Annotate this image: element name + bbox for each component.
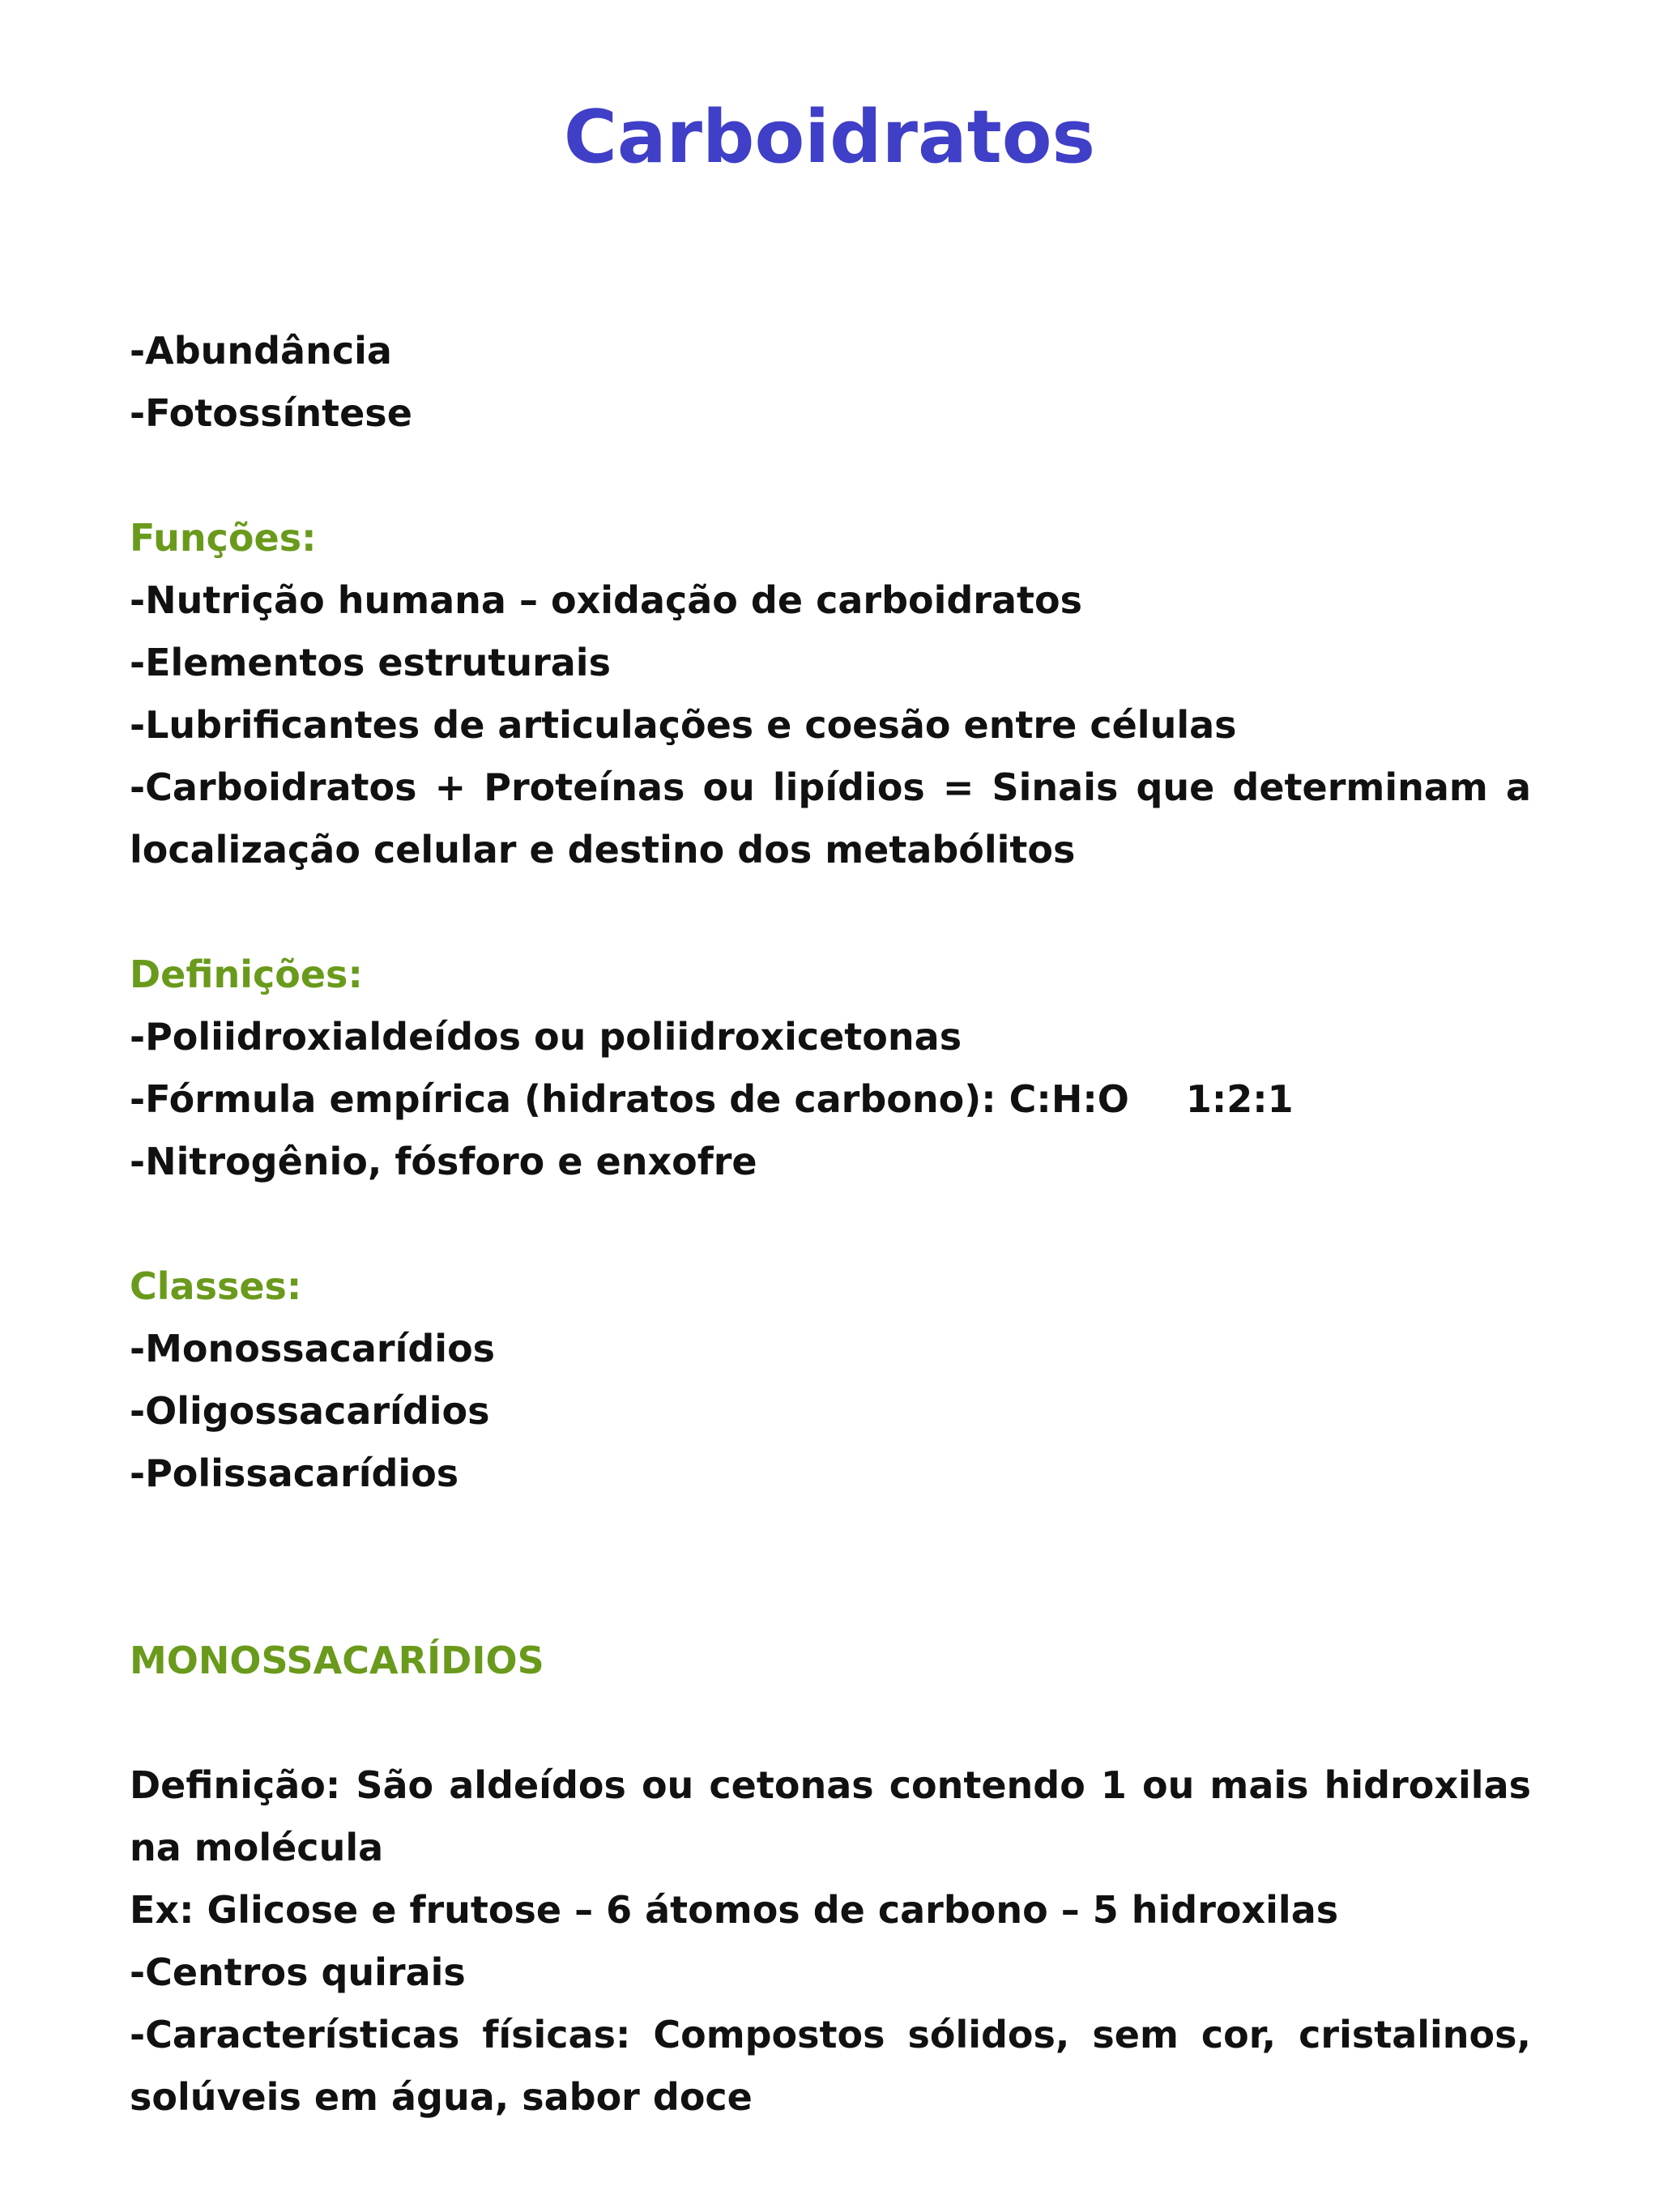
formula-text: -Fórmula empírica (hidratos de carbono): C:H:O bbox=[130, 1077, 1129, 1121]
definicoes-item-poliidroxi: -Poliidroxialdeídos ou poliidroxicetonas bbox=[130, 1015, 962, 1059]
intro-item-fotossintese: -Fotossíntese bbox=[130, 391, 412, 435]
funcoes-item-lubrificantes: -Lubrificantes de articulações e coesão entre células bbox=[130, 703, 1237, 747]
page-title: Carboidratos bbox=[563, 95, 1096, 180]
section-header-definicoes: Definições: bbox=[130, 953, 363, 996]
formula-ratio: 1:2:1 bbox=[1185, 1077, 1294, 1121]
funcoes-item-sinais: -Carboidratos + Proteínas ou lipídios = Sinais que determinam a localização celular e destino dos metabólitos bbox=[130, 765, 1531, 872]
intro-item-abundancia: -Abundância bbox=[130, 329, 392, 373]
monossacaridios-definicao: Definição: São aldeídos ou cetonas contendo 1 ou mais hidroxilas na molécula bbox=[130, 1763, 1531, 1869]
definicoes-item-formula bbox=[130, 1068, 1531, 1131]
monossacaridios-exemplo: Ex: Glicose e frutose – 6 átomos de carbono – 5 hidroxilas bbox=[130, 1888, 1339, 1932]
section-header-monossacaridios: MONOSSACARÍDIOS bbox=[130, 1639, 544, 1682]
section-header-funcoes: Funções: bbox=[130, 516, 317, 560]
document-body bbox=[130, 320, 1531, 2129]
definicoes-item-elementos: -Nitrogênio, fósforo e enxofre bbox=[130, 1140, 757, 1183]
funcoes-item-estruturais: -Elementos estruturais bbox=[130, 641, 611, 684]
monossacaridios-item-quirais: -Centros quirais bbox=[130, 1950, 466, 1994]
section-header-classes: Classes: bbox=[130, 1264, 302, 1308]
funcoes-item-nutricao: -Nutrição humana – oxidação de carboidratos bbox=[130, 578, 1082, 622]
classes-item-oligo: -Oligossacarídios bbox=[130, 1389, 490, 1433]
classes-item-poli: -Polissacarídios bbox=[130, 1451, 459, 1495]
classes-item-mono: -Monossacarídios bbox=[130, 1327, 496, 1370]
monossacaridios-item-fisicas: -Características físicas: Compostos sólidos, sem cor, cristalinos, solúveis em água, sabor doce bbox=[130, 2013, 1531, 2119]
